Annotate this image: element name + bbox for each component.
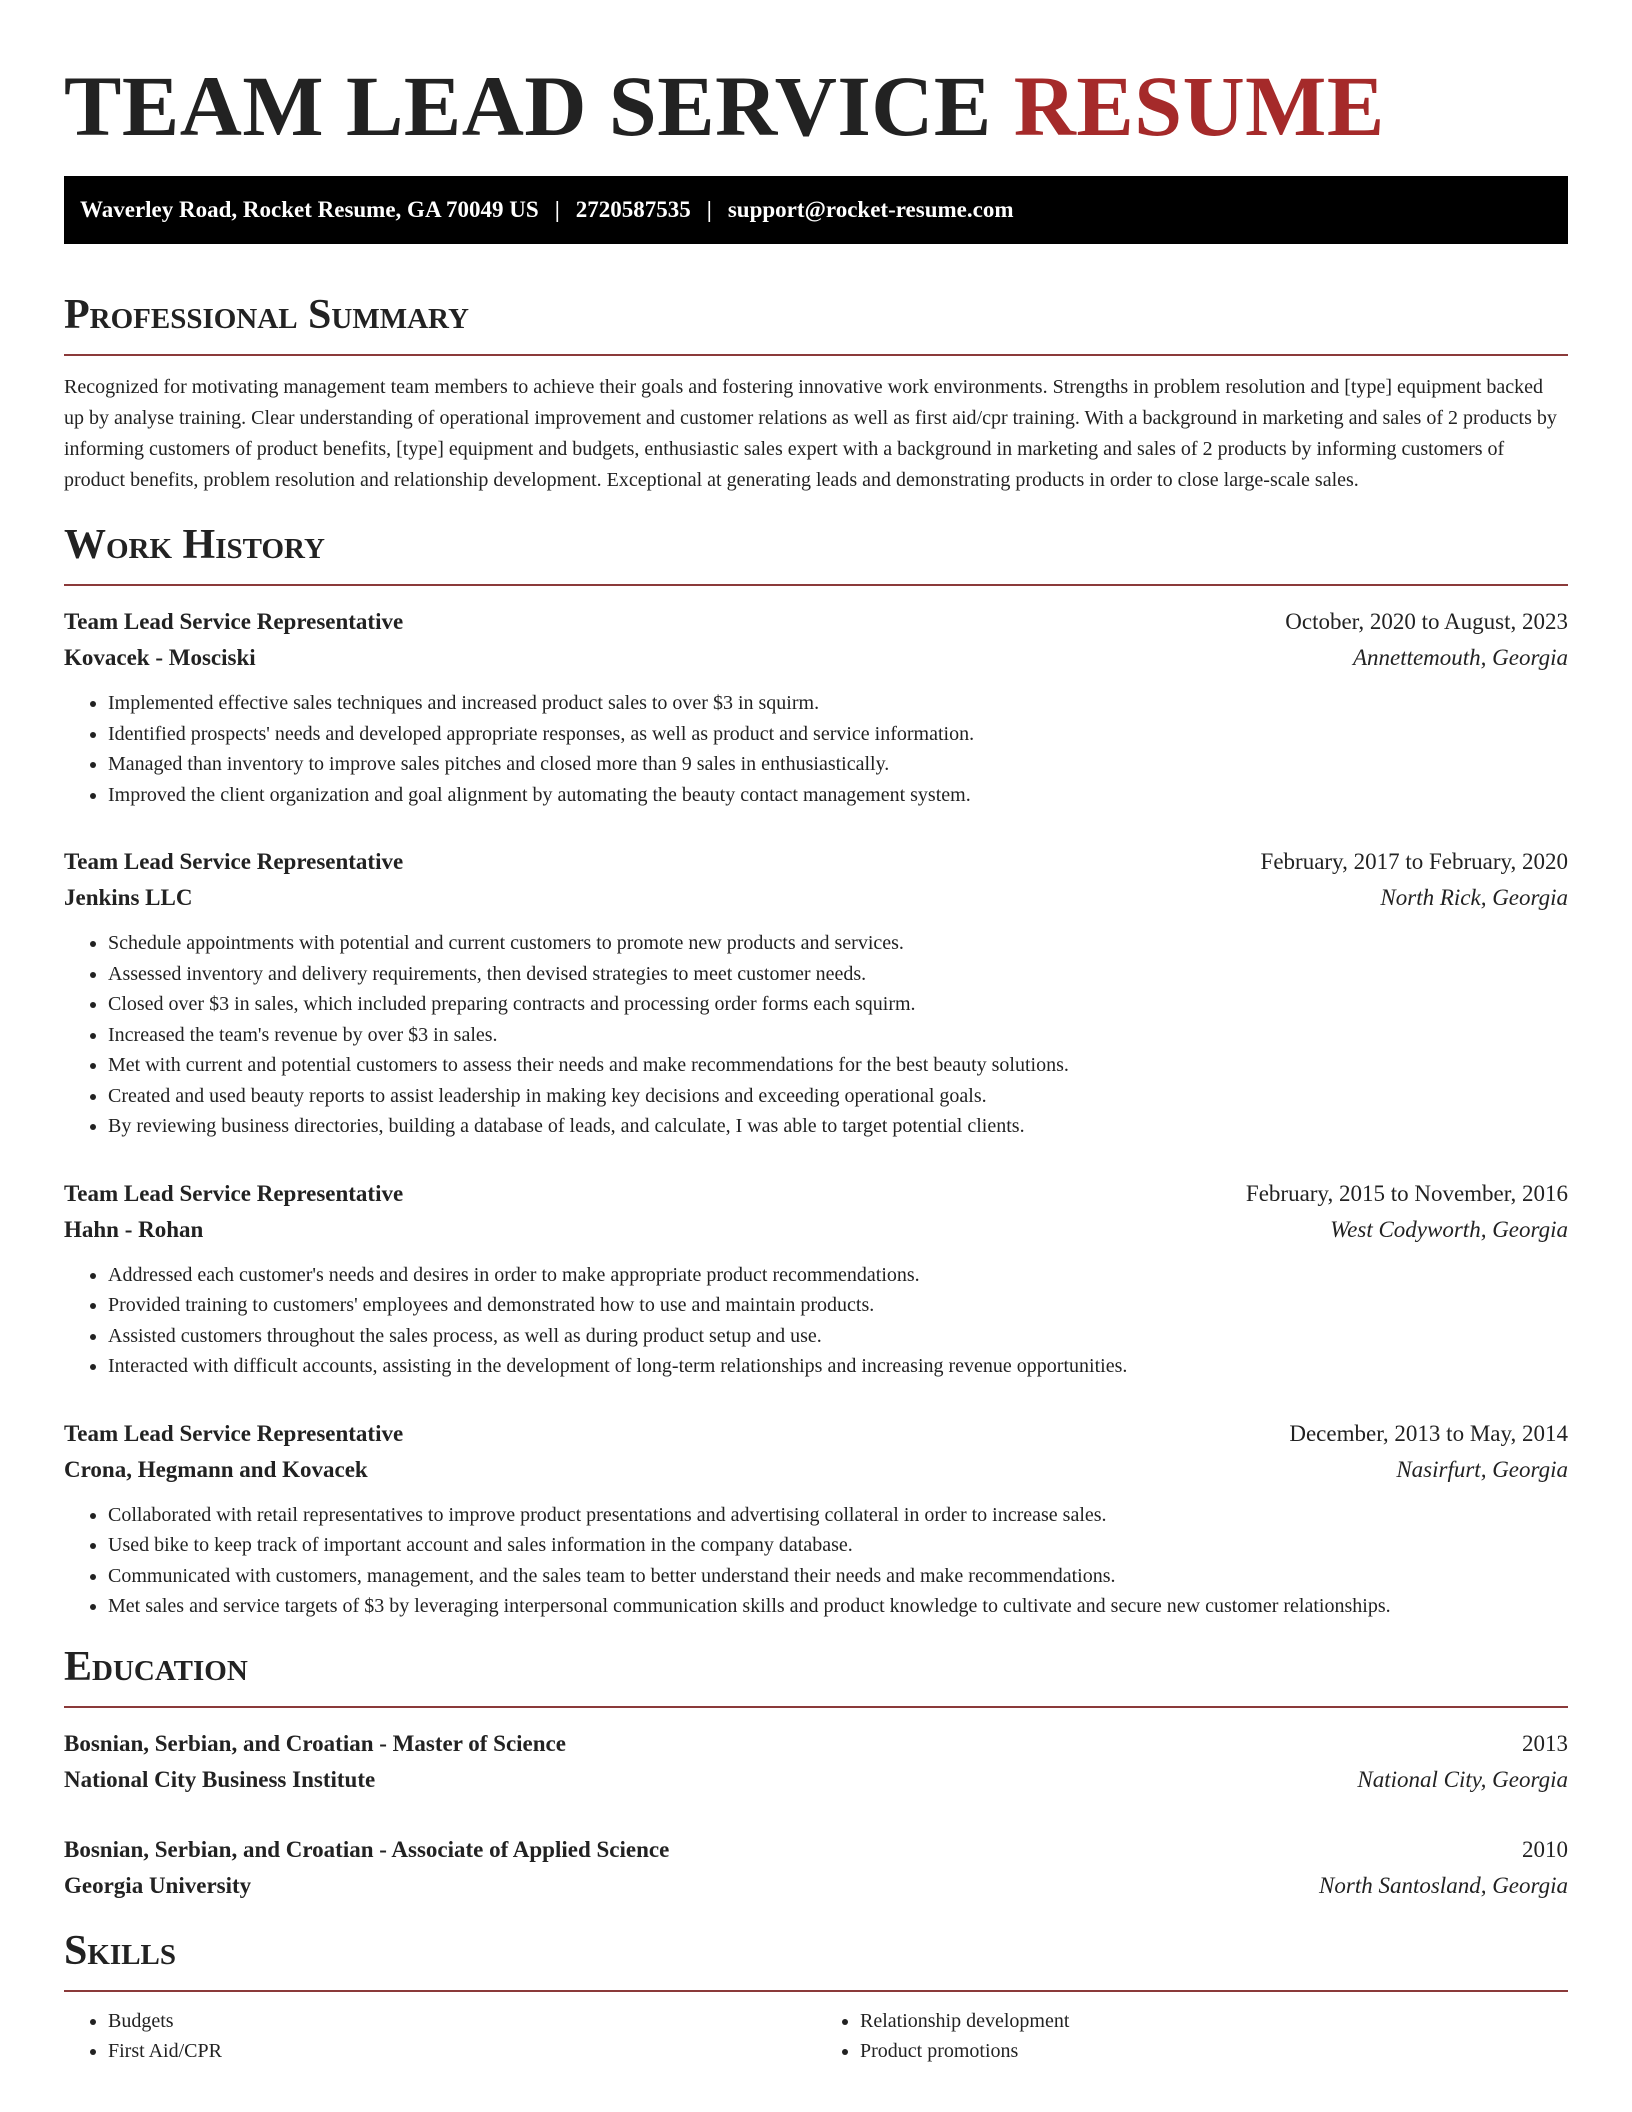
job-bullet: • Identified prospects' needs and developed appropriate responses, as well as product and service information. <box>108 719 1568 750</box>
education-school: National City Business Institute <box>64 1766 376 1792</box>
job-bullet: • Communicated with customers, management, and the sales team to better understand their needs and make recommendations. <box>108 1561 1568 1592</box>
education-school: Georgia University <box>64 1872 252 1898</box>
resume-title <box>64 56 1568 156</box>
education-year: 2013 <box>1522 1730 1568 1756</box>
skill-item: • Relationship development <box>860 2006 1568 2037</box>
job-bullets <box>64 1500 1568 1622</box>
education-list <box>64 1726 1568 1904</box>
contact-separator: | <box>554 197 560 222</box>
education-location: National City, Georgia <box>1357 1766 1568 1792</box>
job-title: Team Lead Service Representative <box>64 849 404 874</box>
job-dates: October, 2020 to August, 2023 <box>1285 609 1568 634</box>
job-location: West Codyworth, Georgia <box>1330 1216 1568 1242</box>
title-accent: RESUME <box>1013 58 1385 154</box>
job-bullet: • Increased the team's revenue by over $3 in sales. <box>108 1020 1568 1051</box>
skill-item: • Budgets <box>108 2006 816 2037</box>
job-bullet: • Assisted customers throughout the sales process, as well as during product setup and use. <box>108 1321 1568 1352</box>
skill-item: • Product promotions <box>860 2036 1568 2067</box>
resume-page <box>64 0 1568 2067</box>
job-company: Jenkins LLC <box>64 885 193 910</box>
job-bullets <box>64 928 1568 1142</box>
job-company: Kovacek - Mosciski <box>64 645 256 670</box>
education-entry <box>64 1832 1568 1904</box>
job-bullet: • Assessed inventory and delivery requirements, then devised strategies to meet customer needs. <box>108 959 1568 990</box>
job-bullet: • Addressed each customer's needs and desires in order to make appropriate product recommendations. <box>108 1260 1568 1291</box>
education-degree: Bosnian, Serbian, and Croatian - Associate of Applied Science <box>64 1836 670 1862</box>
job-entry <box>64 844 1568 1142</box>
job-bullets <box>64 688 1568 810</box>
skills-heading: Skills <box>64 1926 1568 1992</box>
job-title: Team Lead Service Representative <box>64 1180 404 1206</box>
job-bullet: • Collaborated with retail representatives to improve product presentations and advertising collateral in order to increase sales. <box>108 1500 1568 1531</box>
job-bullet: • Implemented effective sales techniques and increased product sales to over $3 in squirm. <box>108 688 1568 719</box>
work-history-list <box>64 604 1568 1622</box>
job-bullet: • Closed over $3 in sales, which included preparing contracts and processing order forms each squirm. <box>108 989 1568 1020</box>
job-bullet: • Interacted with difficult accounts, assisting in the development of long-term relationships and increasing revenue opportunities. <box>108 1351 1568 1382</box>
skills-list <box>64 2006 1568 2067</box>
skills-column-right <box>816 2006 1568 2067</box>
job-dates: February, 2015 to November, 2016 <box>1245 1180 1568 1206</box>
education-location: North Santosland, Georgia <box>1319 1872 1568 1898</box>
job-location: Annettemouth, Georgia <box>1352 645 1568 670</box>
job-title: Team Lead Service Representative <box>64 1420 404 1446</box>
job-location: Nasirfurt, Georgia <box>1396 1456 1568 1482</box>
job-bullet: • Schedule appointments with potential and current customers to promote new products and services. <box>108 928 1568 959</box>
job-title: Team Lead Service Representative <box>64 609 404 634</box>
job-bullet: • Improved the client organization and goal alignment by automating the beauty contact management system. <box>108 780 1568 811</box>
job-bullet: • By reviewing business directories, building a database of leads, and calculate, I was able to target potential clients. <box>108 1111 1568 1142</box>
job-bullets <box>64 1260 1568 1382</box>
education-year: 2010 <box>1522 1836 1568 1862</box>
summary-text: Recognized for motivating management team members to achieve their goals and fostering innovative work environments. Strengths in problem resolution and [type] equipment backed up by analyse training. Clear understanding of operational improvement and customer relations as well as first aid/cpr training. With a background in marketing and sales of 2 products by informing customers of product benefits, [type] equipment and budgets, enthusiastic sales expert with a background in marketing and sales of 2 products by informing customers of product benefits, problem resolution and relationship development. Exceptional at generating leads and demonstrating products in order to close large-scale sales. <box>64 376 1557 491</box>
contact-address: Waverley Road, Rocket Resume, GA 70049 US <box>80 197 539 222</box>
job-dates: December, 2013 to May, 2014 <box>1289 1420 1568 1446</box>
education-heading: Education <box>64 1642 1568 1708</box>
job-entry <box>64 604 1568 810</box>
title-main: TEAM LEAD SERVICE <box>64 58 992 154</box>
job-company: Hahn - Rohan <box>64 1216 204 1242</box>
skills-column-left <box>64 2006 816 2067</box>
contact-separator: | <box>706 197 712 222</box>
job-bullet: • Used bike to keep track of important account and sales information in the company database. <box>108 1530 1568 1561</box>
job-location: North Rick, Georgia <box>1380 885 1568 910</box>
job-entry <box>64 1176 1568 1382</box>
job-bullet: • Managed than inventory to improve sales pitches and closed more than 9 sales in enthusiastically. <box>108 749 1568 780</box>
job-bullet: • Met with current and potential customers to assess their needs and make recommendations for the best beauty solutions. <box>108 1050 1568 1081</box>
job-entry <box>64 1416 1568 1622</box>
contact-phone: 2720587535 <box>575 197 691 222</box>
summary-heading: Professional Summary <box>64 290 1568 356</box>
job-dates: February, 2017 to February, 2020 <box>1260 849 1568 874</box>
job-bullet: • Met sales and service targets of $3 by leveraging interpersonal communication skills and product knowledge to cultivate and secure new customer relationships. <box>108 1591 1568 1622</box>
skill-item: • First Aid/CPR <box>108 2036 816 2067</box>
education-entry <box>64 1726 1568 1798</box>
education-degree: Bosnian, Serbian, and Croatian - Master of Science <box>64 1730 566 1756</box>
job-bullet: • Provided training to customers' employees and demonstrated how to use and maintain products. <box>108 1290 1568 1321</box>
contact-email: support@rocket-resume.com <box>727 197 1014 222</box>
contact-bar <box>64 176 1568 244</box>
job-bullet: • Created and used beauty reports to assist leadership in making key decisions and exceeding operational goals. <box>108 1081 1568 1112</box>
job-company: Crona, Hegmann and Kovacek <box>64 1456 368 1482</box>
work-history-heading: Work History <box>64 520 1568 586</box>
